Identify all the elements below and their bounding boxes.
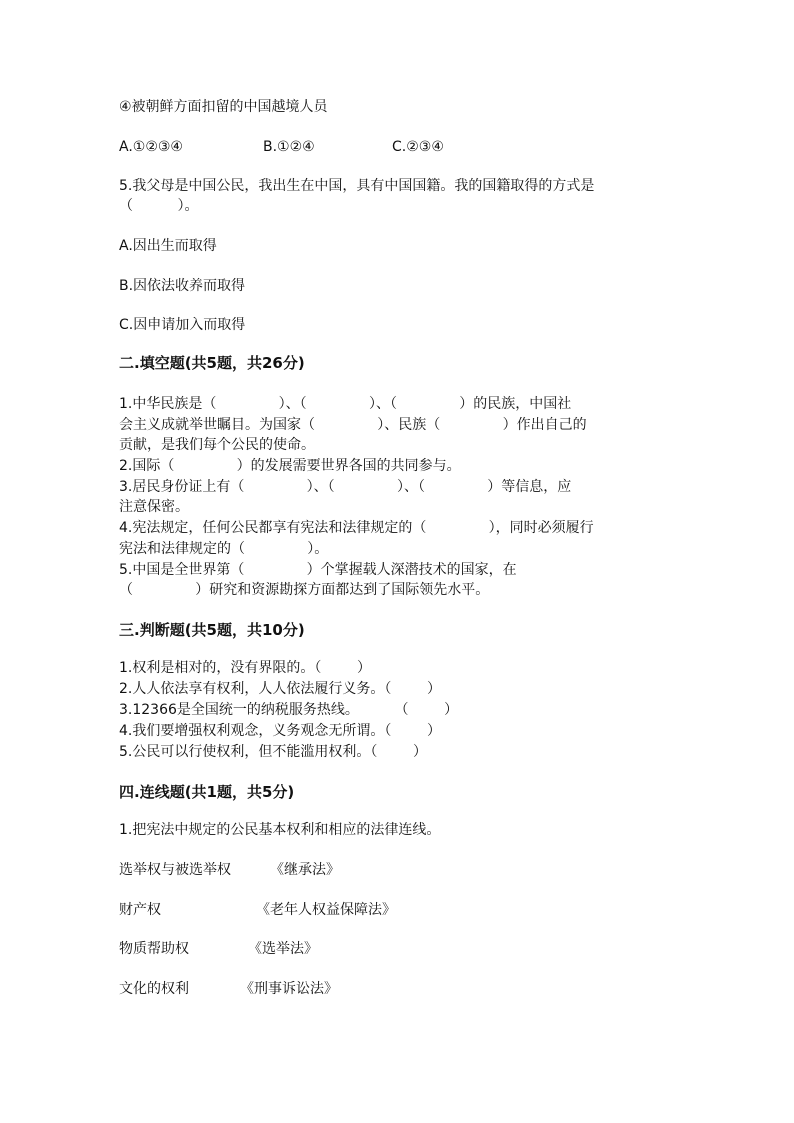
section4-question: 1.把宪法中规定的公民基本权利和相应的法律连线。: [119, 822, 441, 838]
option-b: B.①②④: [263, 139, 315, 155]
section2-line: 宪法和法律规定的（ ）。: [119, 541, 329, 557]
section3-line: 1.权利是相对的，没有界限的。（ ）: [119, 660, 371, 676]
q5-line1: 5.我父母是中国公民，我出生在中国，具有中国国籍。我的国籍取得的方式是: [119, 178, 595, 194]
q5-option-b: B.因依法收养而取得: [119, 278, 246, 294]
section3-line: 4.我们要增强权利观念，义务观念无所谓。（ ）: [119, 723, 441, 739]
q5-option-a: A.因出生而取得: [119, 238, 217, 254]
section2-line: 会主义成就举世瞩目。为国家（ ）、民族（ ）作出自己的: [119, 417, 587, 433]
section2-line: 4.宪法规定，任何公民都享有宪法和法律规定的（ ），同时必须履行: [119, 520, 594, 536]
section3-heading: 三.判断题(共5题，共10分): [119, 621, 305, 639]
match-right-item: 《选举法》: [248, 941, 318, 957]
section2-line: 贡献，是我们每个公民的使命。: [119, 437, 315, 453]
match-left-item: 选举权与被选举权: [119, 862, 231, 878]
section2-line: 2.国际（ ）的发展需要世界各国的共同参与。: [119, 458, 461, 474]
item-4: ④被朝鲜方面扣留的中国越境人员: [119, 99, 328, 115]
section3-line: 3.12366是全国统一的纳税服务热线。 （ ）: [119, 702, 459, 718]
match-right-item: 《老年人权益保障法》: [256, 902, 396, 918]
match-left-item: 物质帮助权: [119, 941, 189, 957]
section2-line: 5.中国是全世界第（ ）个掌握载人深潜技术的国家，在: [119, 562, 517, 578]
match-right-item: 《继承法》: [270, 862, 340, 878]
section3-line: 5.公民可以行使权利，但不能滥用权利。（ ）: [119, 744, 427, 760]
match-left-item: 财产权: [119, 902, 161, 918]
section2-line: 1.中华民族是（ ）、（ ）、（ ）的民族，中国社: [119, 396, 572, 412]
section3-line: 2.人人依法享有权利，人人依法履行义务。（ ）: [119, 681, 441, 697]
q5-option-c: C.因申请加入而取得: [119, 317, 246, 333]
match-left-item: 文化的权利: [119, 981, 189, 997]
section2-heading: 二.填空题(共5题，共26分): [119, 354, 305, 372]
section4-heading: 四.连线题(共1题，共5分): [119, 783, 295, 801]
option-c: C.②③④: [392, 139, 444, 155]
section2-line: （ ）研究和资源勘探方面都达到了国际领先水平。: [119, 582, 490, 598]
option-a: A.①②③④: [119, 139, 183, 155]
section2-line: 3.居民身份证上有（ ）、（ ）、（ ）等信息，应: [119, 479, 572, 495]
q5-line2: （ ）。: [119, 198, 199, 214]
match-right-item: 《刑事诉讼法》: [240, 981, 338, 997]
section2-line: 注意保密。: [119, 499, 189, 515]
